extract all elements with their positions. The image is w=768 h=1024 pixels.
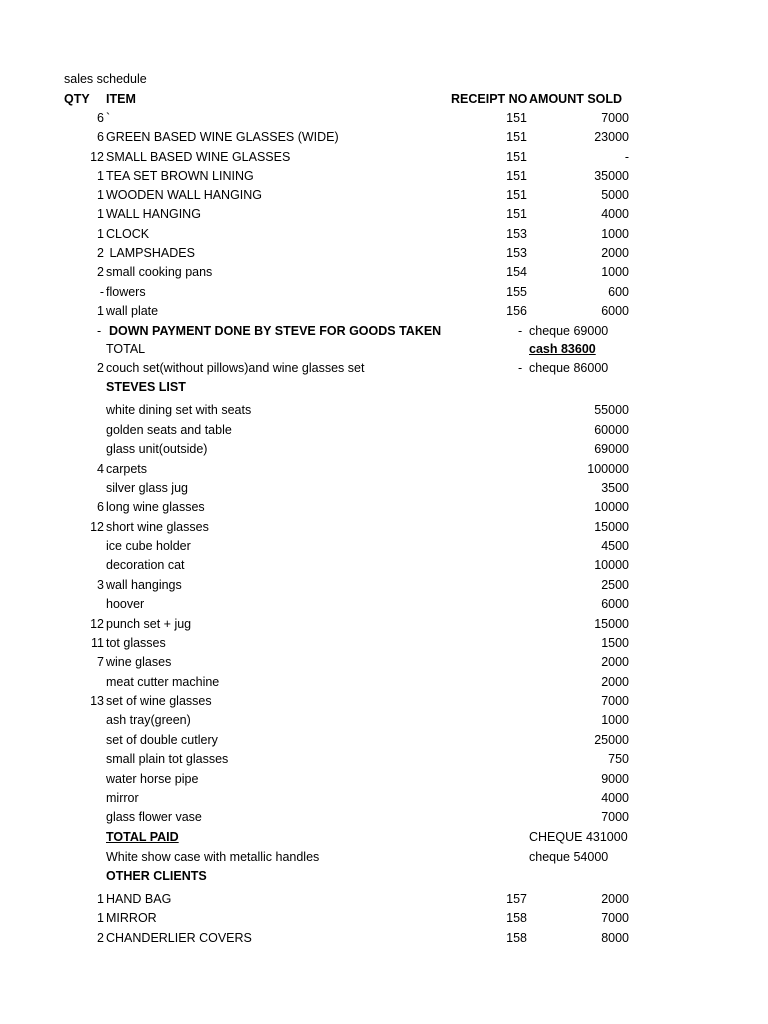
item-cell: WOODEN WALL HANGING bbox=[106, 188, 263, 202]
table-row bbox=[0, 908, 768, 928]
section-heading-row bbox=[0, 377, 768, 397]
amount-cell: 2000 bbox=[601, 655, 629, 669]
item-cell: set of double cutlery bbox=[106, 733, 218, 747]
item-cell: white dining set with seats bbox=[106, 403, 252, 417]
amount-cell: 6000 bbox=[601, 597, 629, 611]
qty-cell: 6 bbox=[97, 500, 104, 514]
amount-cell: 7000 bbox=[601, 694, 629, 708]
qty-cell: 6 bbox=[97, 111, 104, 125]
amount-cell: 35000 bbox=[594, 169, 629, 183]
item-cell: long wine glasses bbox=[106, 500, 205, 514]
amount-cell: 60000 bbox=[594, 423, 629, 437]
item-cell: set of wine glasses bbox=[106, 694, 212, 708]
amount-cell: 4000 bbox=[601, 791, 629, 805]
section-heading-row bbox=[0, 866, 768, 886]
amount-cell: 750 bbox=[608, 752, 629, 766]
amount-cell: 10000 bbox=[594, 558, 629, 572]
amount-cell: 9000 bbox=[601, 772, 629, 786]
table-row bbox=[0, 127, 768, 147]
qty-cell: 1 bbox=[97, 892, 104, 906]
item-cell: glass flower vase bbox=[106, 810, 202, 824]
qty-cell: 13 bbox=[90, 694, 104, 708]
header-item: ITEM bbox=[106, 92, 136, 106]
item-cell: flowers bbox=[106, 285, 146, 299]
table-row bbox=[0, 204, 768, 224]
item-cell: silver glass jug bbox=[106, 481, 188, 495]
amount-cell: 2500 bbox=[601, 578, 629, 592]
down-payment-row bbox=[0, 321, 768, 341]
total-paid-row bbox=[0, 827, 768, 847]
title-row bbox=[0, 69, 768, 89]
receipt-cell: 151 bbox=[506, 111, 527, 125]
list-item bbox=[0, 691, 768, 711]
item-cell: water horse pipe bbox=[106, 772, 199, 786]
qty-cell: 1 bbox=[97, 169, 104, 183]
item-cell: glass unit(outside) bbox=[106, 442, 208, 456]
qty-cell: 11 bbox=[91, 636, 104, 650]
item-cell: carpets bbox=[106, 462, 147, 476]
item-cell: ice cube holder bbox=[106, 539, 191, 553]
amount-cell: 1000 bbox=[601, 713, 629, 727]
item-cell: MIRROR bbox=[106, 911, 157, 925]
list-item bbox=[0, 614, 768, 634]
receipt-cell: 151 bbox=[506, 130, 527, 144]
amount-cell: 1500 bbox=[601, 636, 629, 650]
list-item bbox=[0, 672, 768, 692]
total-note: cash 83600 bbox=[529, 342, 596, 356]
amount-cell: 15000 bbox=[594, 617, 629, 631]
table-row bbox=[0, 108, 768, 128]
amount-cell: 7000 bbox=[601, 911, 629, 925]
receipt-cell: 151 bbox=[506, 150, 527, 164]
receipt-cell: 153 bbox=[506, 246, 527, 260]
list-item bbox=[0, 710, 768, 730]
item-cell: CHANDERLIER COVERS bbox=[106, 931, 252, 945]
item-cell: CLOCK bbox=[106, 227, 150, 241]
item-cell: SMALL BASED WINE GLASSES bbox=[106, 150, 291, 164]
item-cell: hoover bbox=[106, 597, 145, 611]
table-row bbox=[0, 166, 768, 186]
item-cell: golden seats and table bbox=[106, 423, 232, 437]
qty-cell: 2 bbox=[97, 931, 104, 945]
item-cell: ` bbox=[106, 111, 111, 125]
total-paid-note: CHEQUE 431000 bbox=[529, 830, 628, 844]
item-cell: punch set + jug bbox=[106, 617, 192, 631]
amount-cell: 7000 bbox=[601, 111, 629, 125]
table-row bbox=[0, 928, 768, 948]
qty-cell: 1 bbox=[97, 304, 104, 318]
sheet-title: sales schedule bbox=[64, 72, 147, 86]
item-cell: GREEN BASED WINE GLASSES (WIDE) bbox=[106, 130, 339, 144]
amount-cell: 600 bbox=[608, 285, 629, 299]
amount-cell: 6000 bbox=[601, 304, 629, 318]
list-item bbox=[0, 478, 768, 498]
qty-cell: 3 bbox=[97, 578, 104, 592]
list-item bbox=[0, 439, 768, 459]
list-item bbox=[0, 788, 768, 808]
table-row bbox=[0, 301, 768, 321]
amount-cell: 4500 bbox=[601, 539, 629, 553]
item-cell: mirror bbox=[106, 791, 139, 805]
payment-note: cheque 69000 bbox=[529, 324, 609, 338]
item-cell: couch set(without pillows)and wine glasses set bbox=[106, 361, 365, 375]
list-item bbox=[0, 536, 768, 556]
amount-cell: 2000 bbox=[601, 246, 629, 260]
receipt-cell: 151 bbox=[506, 207, 527, 221]
list-item bbox=[0, 459, 768, 479]
receipt-cell: - bbox=[518, 361, 523, 375]
amount-cell: 3500 bbox=[601, 481, 629, 495]
list-item bbox=[0, 517, 768, 537]
item-cell: ash tray(green) bbox=[106, 713, 191, 727]
item-cell: decoration cat bbox=[106, 558, 185, 572]
table-row bbox=[0, 889, 768, 909]
item-cell: meat cutter machine bbox=[106, 675, 220, 689]
receipt-cell: 155 bbox=[506, 285, 527, 299]
qty-cell: 12 bbox=[90, 617, 104, 631]
list-item bbox=[0, 730, 768, 750]
amount-cell: 2000 bbox=[601, 675, 629, 689]
total-label: TOTAL bbox=[106, 342, 146, 356]
list-item bbox=[0, 555, 768, 575]
qty-cell: 7 bbox=[97, 655, 104, 669]
receipt-cell: 158 bbox=[506, 931, 527, 945]
list-item bbox=[0, 633, 768, 653]
list-item bbox=[0, 497, 768, 517]
item-cell: wall hangings bbox=[106, 578, 182, 592]
table-row bbox=[0, 185, 768, 205]
table-row bbox=[0, 262, 768, 282]
item-cell: wall plate bbox=[106, 304, 159, 318]
list-item bbox=[0, 807, 768, 827]
payment-note: cheque 86000 bbox=[529, 361, 609, 375]
receipt-cell: 151 bbox=[506, 169, 527, 183]
list-item bbox=[0, 749, 768, 769]
amount-cell: 25000 bbox=[594, 733, 629, 747]
other-clients-heading: OTHER CLIENTS bbox=[106, 869, 207, 883]
amount-cell: 7000 bbox=[601, 810, 629, 824]
amount-cell: 1000 bbox=[601, 227, 629, 241]
amount-cell: 8000 bbox=[601, 931, 629, 945]
qty-cell: 1 bbox=[97, 911, 104, 925]
qty-cell: 4 bbox=[97, 462, 104, 476]
amount-cell: 23000 bbox=[594, 130, 629, 144]
table-row bbox=[0, 243, 768, 263]
list-item bbox=[0, 420, 768, 440]
receipt-cell: 156 bbox=[506, 304, 527, 318]
item-cell: White show case with metallic handles bbox=[106, 850, 320, 864]
couch-row bbox=[0, 358, 768, 378]
list-item bbox=[0, 652, 768, 672]
receipt-cell: - bbox=[518, 324, 523, 338]
item-cell: HAND BAG bbox=[106, 892, 172, 906]
qty-cell: 2 bbox=[97, 246, 104, 260]
item-cell: wine glases bbox=[106, 655, 172, 669]
item-cell: tot glasses bbox=[106, 636, 166, 650]
qty-cell: 12 bbox=[90, 520, 104, 534]
qty-cell: 2 bbox=[97, 265, 104, 279]
amount-cell: 2000 bbox=[601, 892, 629, 906]
list-item bbox=[0, 594, 768, 614]
qty-cell: 1 bbox=[97, 227, 104, 241]
item-cell: small plain tot glasses bbox=[106, 752, 229, 766]
amount-cell: 4000 bbox=[601, 207, 629, 221]
item-cell: WALL HANGING bbox=[106, 207, 201, 221]
header-qty: QTY bbox=[64, 92, 90, 106]
amount-cell: 5000 bbox=[601, 188, 629, 202]
amount-cell: 100000 bbox=[587, 462, 629, 476]
amount-cell: 1000 bbox=[601, 265, 629, 279]
qty-cell: 1 bbox=[97, 188, 104, 202]
amount-cell: - bbox=[624, 150, 629, 164]
total-paid-label: TOTAL PAID bbox=[106, 830, 179, 844]
steves-list-heading: STEVES LIST bbox=[106, 380, 186, 394]
list-item bbox=[0, 400, 768, 420]
table-row bbox=[0, 147, 768, 167]
header-receipt: RECEIPT NO bbox=[451, 92, 528, 106]
item-cell: small cooking pans bbox=[106, 265, 213, 279]
header-row bbox=[0, 89, 768, 109]
qty-cell: - bbox=[99, 285, 104, 299]
receipt-cell: 151 bbox=[506, 188, 527, 202]
amount-cell: 10000 bbox=[594, 500, 629, 514]
list-item bbox=[0, 575, 768, 595]
receipt-cell: 154 bbox=[506, 265, 527, 279]
payment-note: cheque 54000 bbox=[529, 850, 609, 864]
show-case-row bbox=[0, 847, 768, 867]
table-row bbox=[0, 282, 768, 302]
table-row bbox=[0, 224, 768, 244]
amount-cell: 15000 bbox=[594, 520, 629, 534]
qty-cell: 1 bbox=[97, 207, 104, 221]
dash-cell: - bbox=[97, 324, 102, 338]
receipt-cell: 153 bbox=[506, 227, 527, 241]
amount-cell: 69000 bbox=[594, 442, 629, 456]
item-cell: short wine glasses bbox=[106, 520, 209, 534]
qty-cell: 2 bbox=[97, 361, 104, 375]
qty-cell: 6 bbox=[97, 130, 104, 144]
list-item bbox=[0, 769, 768, 789]
receipt-cell: 158 bbox=[506, 911, 527, 925]
header-amount: AMOUNT SOLD bbox=[529, 92, 623, 106]
item-cell: TEA SET BROWN LINING bbox=[106, 169, 254, 183]
receipt-cell: 157 bbox=[506, 892, 527, 906]
item-cell: LAMPSHADES bbox=[106, 246, 195, 260]
qty-cell: 12 bbox=[90, 150, 104, 164]
amount-cell: 55000 bbox=[594, 403, 629, 417]
down-payment-label: DOWN PAYMENT DONE BY STEVE FOR GOODS TAKEN bbox=[109, 324, 442, 338]
total-row bbox=[0, 339, 768, 359]
